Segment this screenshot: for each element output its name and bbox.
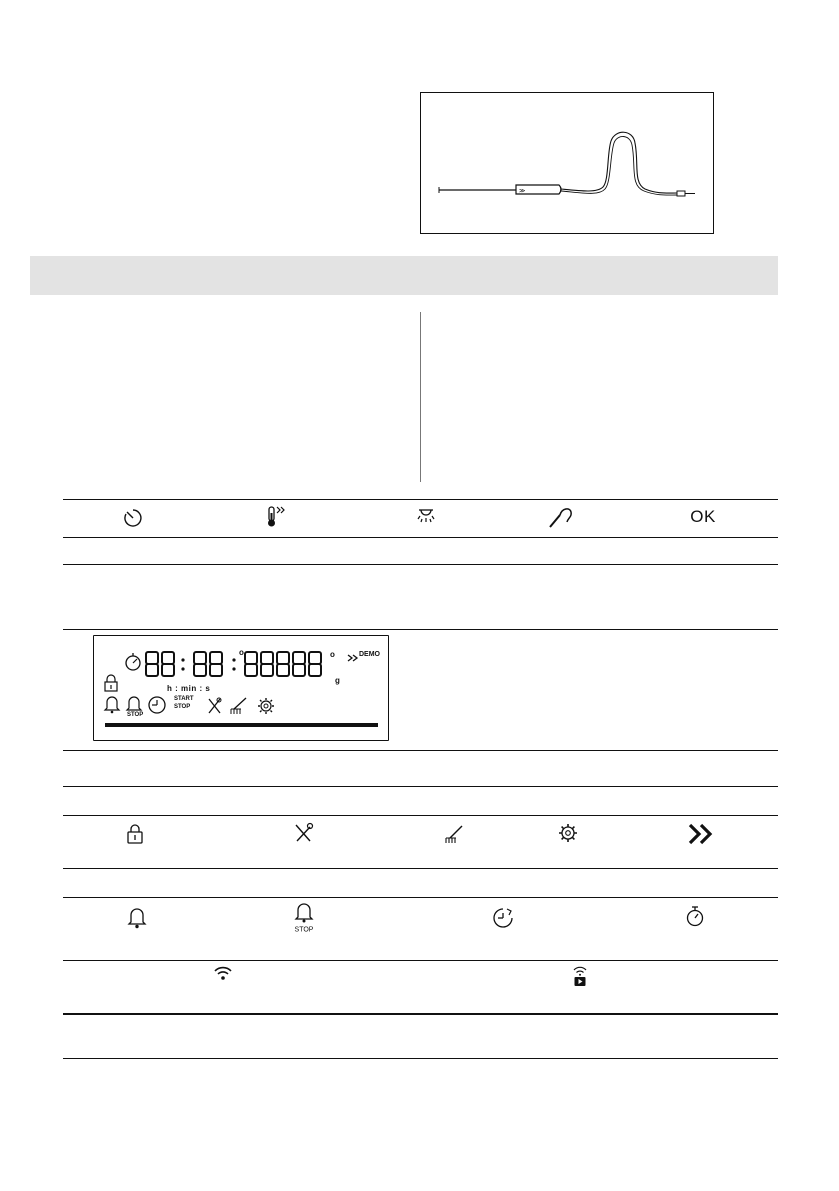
meat-probe-illustration — [420, 92, 714, 234]
display-start-label: START — [174, 696, 194, 702]
start-timer-icon — [491, 906, 515, 930]
lock-icon — [126, 823, 144, 845]
table-rule — [63, 1013, 778, 1015]
cleaning-brush-icon — [443, 823, 465, 845]
display-degree-celsius: o — [330, 650, 335, 659]
wifi-icon — [213, 965, 233, 981]
display-time-units: h : min : s — [167, 684, 211, 693]
table-rule — [63, 868, 778, 869]
end-alarm-stop-label: STOP — [294, 926, 314, 934]
section-heading-band — [30, 256, 778, 295]
display-gram: g — [335, 676, 340, 685]
display-stop-label: STOP — [127, 712, 144, 718]
display-progress-bar — [105, 723, 378, 727]
display-stop-label-2: STOP — [174, 704, 191, 710]
meat-probe-icon — [547, 505, 575, 529]
table-rule — [63, 537, 778, 538]
display-degree: o — [239, 648, 244, 657]
table-rule — [63, 629, 778, 630]
timer-dial-icon — [122, 507, 144, 529]
table-rule — [63, 815, 778, 816]
remote-control-icon — [572, 965, 588, 987]
display-illustration — [93, 635, 389, 741]
svg-text:≫: ≫ — [519, 187, 526, 195]
end-alarm-bell-icon — [294, 903, 314, 923]
table-rule — [63, 897, 778, 898]
ok-label: OK — [690, 507, 716, 526]
fast-forward-icon — [687, 823, 717, 845]
cutlery-icon — [293, 822, 315, 844]
table-rule — [63, 499, 778, 500]
oven-light-icon — [414, 504, 438, 528]
stopwatch-icon — [685, 905, 705, 929]
display-demo: DEMO — [359, 651, 380, 658]
column-divider — [420, 312, 421, 482]
table-rule — [63, 786, 778, 787]
meat-probe-drawing — [421, 93, 715, 235]
table-rule — [63, 750, 778, 751]
settings-gear-icon — [557, 822, 579, 844]
minute-minder-bell-icon — [127, 907, 147, 929]
table-rule — [63, 960, 778, 961]
table-rule — [63, 564, 778, 565]
table-rule — [63, 1058, 778, 1059]
fast-heat-thermometer-icon — [264, 505, 290, 529]
